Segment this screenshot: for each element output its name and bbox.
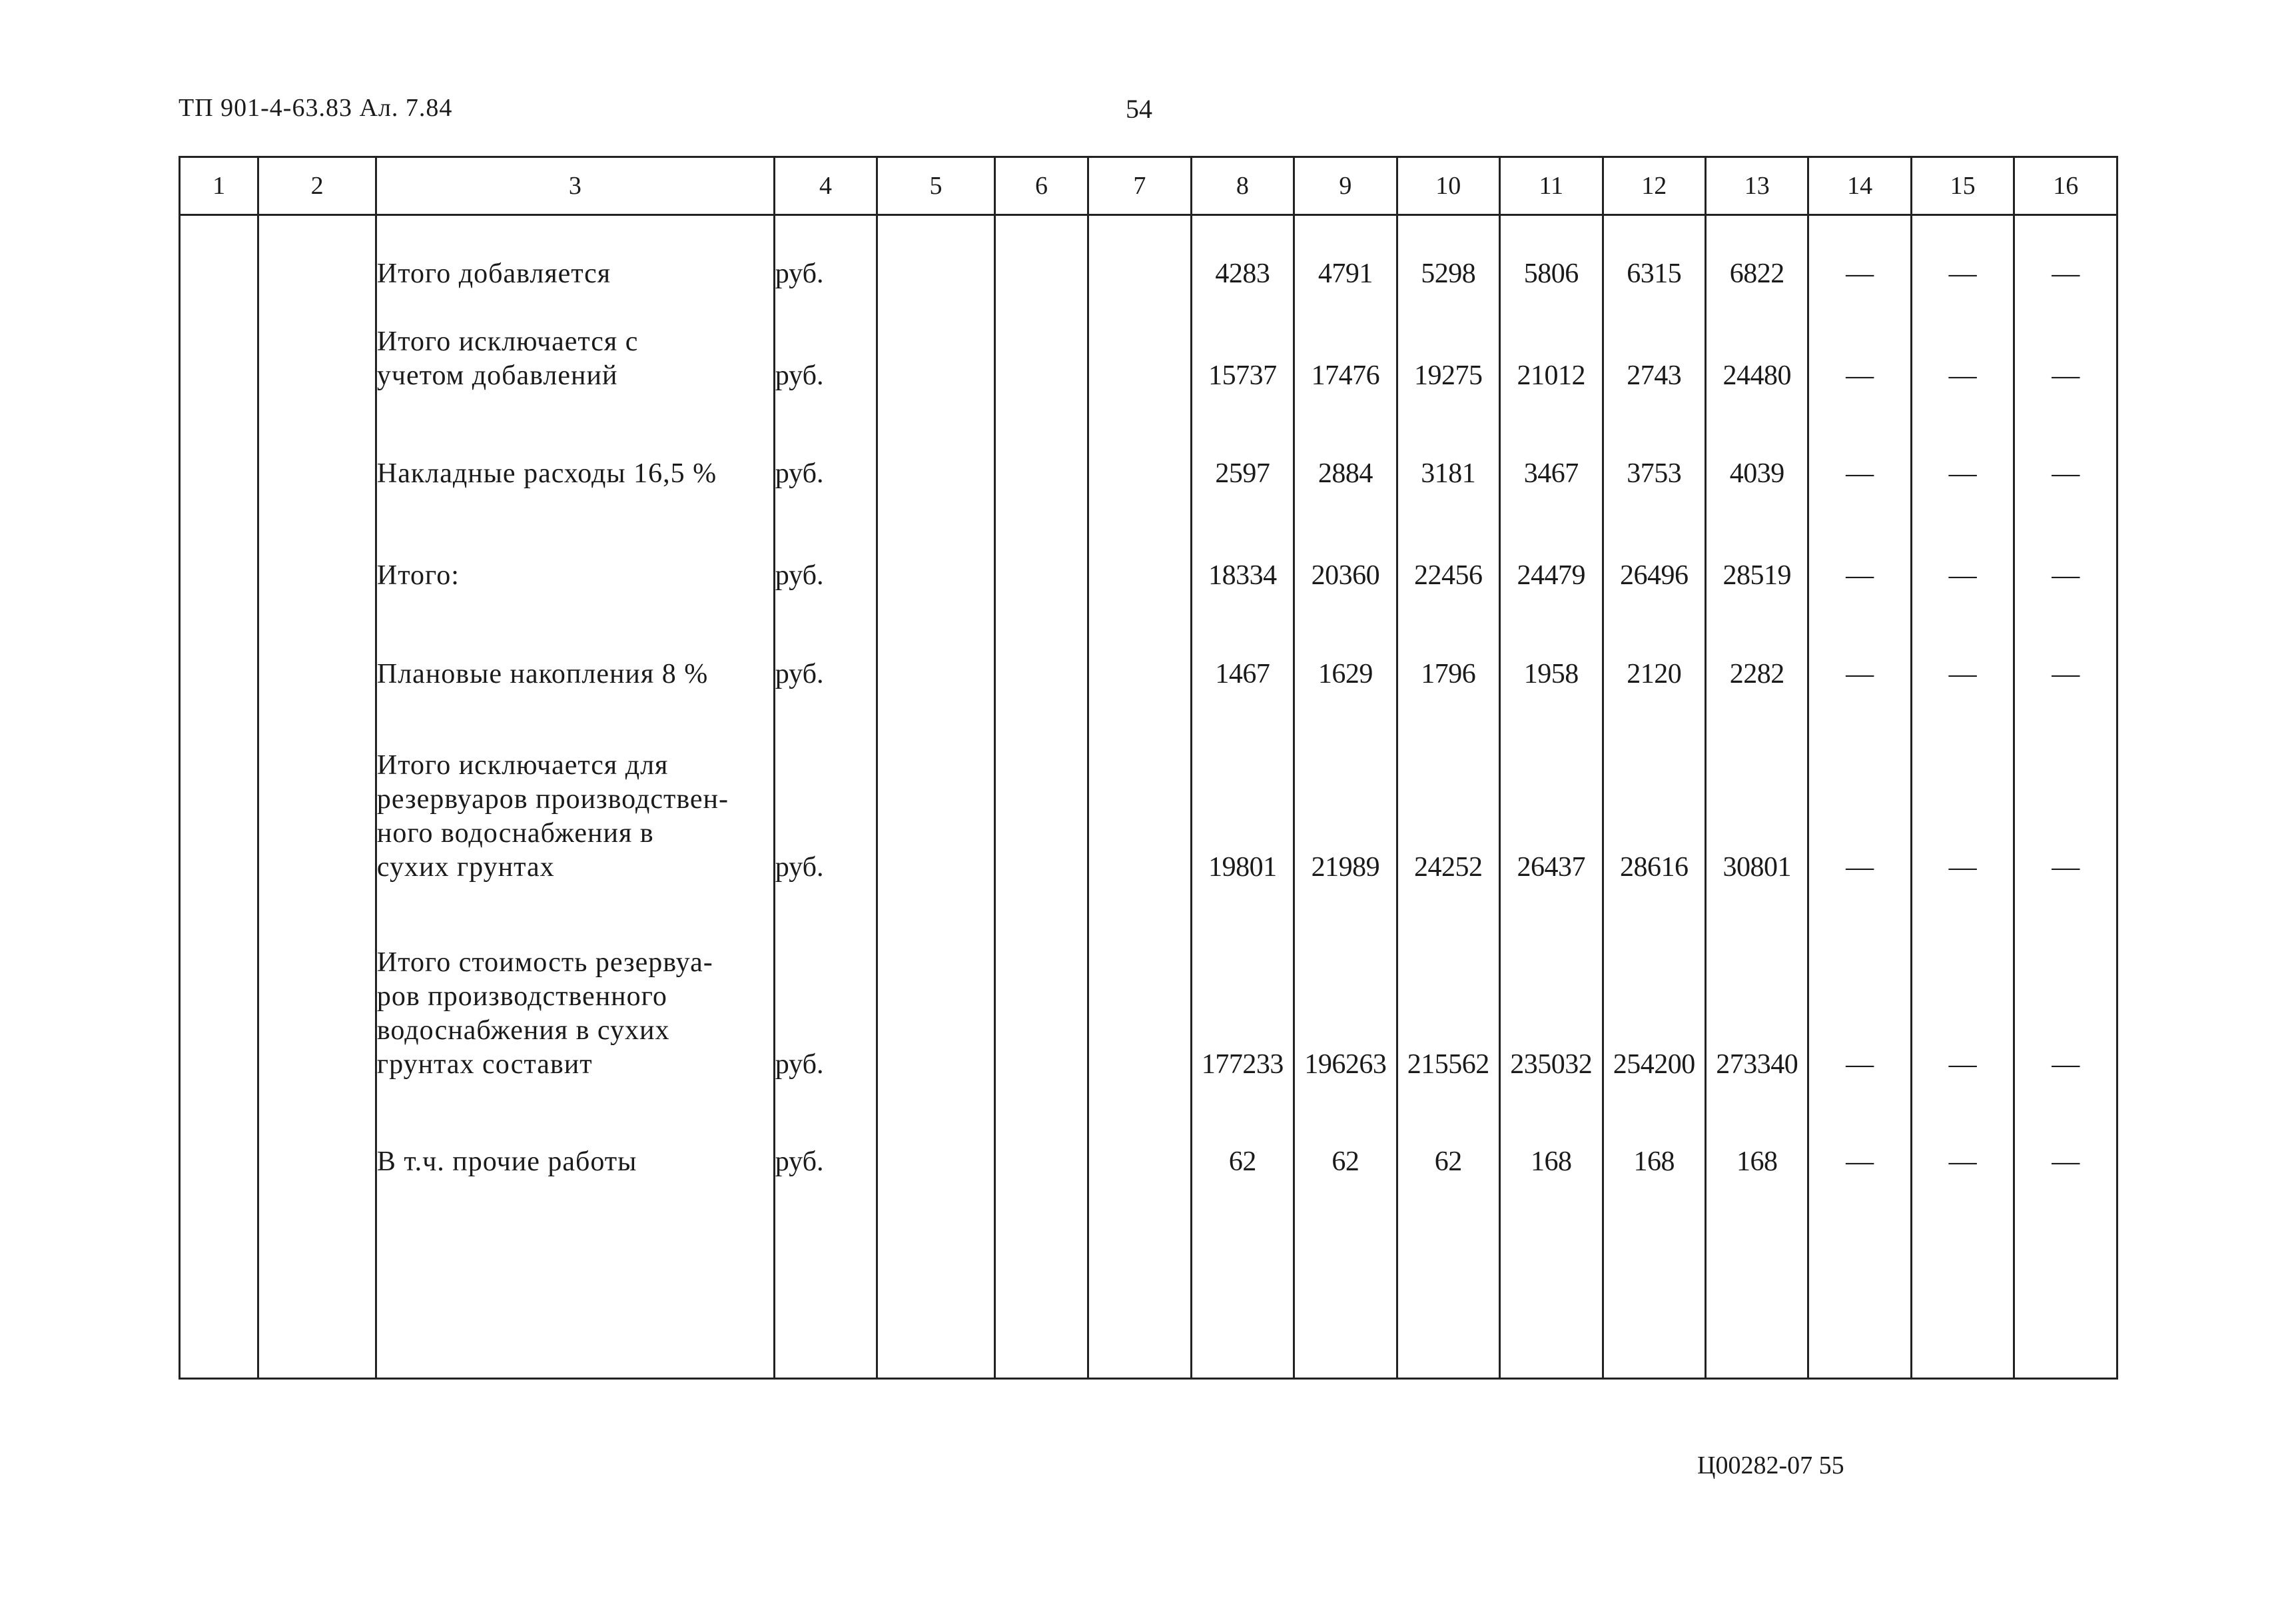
description-line: В т.ч. прочие работы [376,1146,637,1177]
dash-cell: — [1911,291,2014,393]
empty-cell [1088,1179,1191,1379]
dash-cell: — [2014,491,2117,593]
value-cell: 273340 [1705,885,1808,1082]
empty-cell [774,1179,877,1379]
description-line: учетом добавлений [376,360,618,391]
value-cell: 4039 [1705,393,1808,491]
value-cell: 5298 [1397,215,1499,291]
column-header-10: 10 [1397,157,1499,215]
value-cell: 20360 [1294,491,1397,593]
row-description [376,593,774,691]
column-header-11: 11 [1500,157,1603,215]
value-cell: 4791 [1294,215,1397,291]
value-cell: 62 [1397,1082,1499,1179]
empty-cell [994,291,1088,393]
dash-cell: — [1808,215,1911,291]
value-cell: 1629 [1294,593,1397,691]
empty-cell [258,691,376,885]
value-cell: 24479 [1500,491,1603,593]
value-cell: 21989 [1294,691,1397,885]
empty-filler-row [180,1179,2117,1379]
column-header-6: 6 [994,157,1088,215]
dash-cell: — [2014,691,2117,885]
column-header-13: 13 [1705,157,1808,215]
row-description [376,393,774,491]
empty-cell [180,593,258,691]
value-cell: 254200 [1603,885,1705,1082]
empty-cell [994,393,1088,491]
empty-cell [877,491,995,593]
value-cell: 21012 [1500,291,1603,393]
column-header-5: 5 [877,157,995,215]
page-number: 54 [1126,94,1152,124]
dash-cell: — [2014,593,2117,691]
value-cell: 1467 [1191,593,1294,691]
row-unit: руб. [774,593,877,691]
row-description [376,491,774,593]
row-unit: руб. [774,885,877,1082]
value-cell: 215562 [1397,885,1499,1082]
dash-cell: — [2014,291,2117,393]
empty-cell [258,885,376,1082]
value-cell: 17476 [1294,291,1397,393]
table-row [180,691,2117,885]
row-description [376,291,774,393]
dash-cell: — [1808,393,1911,491]
empty-cell [258,393,376,491]
description-line: Итого исключается с [376,326,639,357]
table-row [180,593,2117,691]
column-header-16: 16 [2014,157,2117,215]
value-cell: 235032 [1500,885,1603,1082]
empty-cell [1088,885,1191,1082]
empty-cell [258,1179,376,1379]
dash-cell: — [1911,593,2014,691]
row-unit: руб. [774,491,877,593]
column-header-row [180,157,2117,215]
value-cell: 2597 [1191,393,1294,491]
row-unit: руб. [774,291,877,393]
empty-cell [877,691,995,885]
description-line: Итого добавляется [376,258,611,289]
row-unit: руб. [774,393,877,491]
description-line: Итого стоимость резервуа- [376,947,713,978]
value-cell: 1958 [1500,593,1603,691]
value-cell: 22456 [1397,491,1499,593]
empty-cell [1911,1179,2014,1379]
value-cell: 2282 [1705,593,1808,691]
empty-cell [994,491,1088,593]
table-row [180,393,2117,491]
empty-cell [258,215,376,291]
empty-cell [994,691,1088,885]
empty-cell [1397,1179,1499,1379]
description-line: ров производственного [376,981,667,1012]
dash-cell: — [2014,885,2117,1082]
column-header-12: 12 [1603,157,1705,215]
empty-cell [180,491,258,593]
footer-code: Ц00282-07 55 [1697,1451,1844,1479]
empty-cell [994,885,1088,1082]
empty-cell [376,1179,774,1379]
description-line: сухих грунтах [376,851,555,883]
description-line: водоснабжения в сухих [376,1014,670,1046]
dash-cell: — [1808,1082,1911,1179]
value-cell: 2884 [1294,393,1397,491]
row-unit: руб. [774,215,877,291]
row-unit: руб. [774,1082,877,1179]
empty-cell [180,1082,258,1179]
empty-cell [994,1179,1088,1379]
empty-cell [1191,1179,1294,1379]
table-row [180,291,2117,393]
empty-cell [1088,691,1191,885]
value-cell: 3467 [1500,393,1603,491]
column-header-3: 3 [376,157,774,215]
value-cell: 6822 [1705,215,1808,291]
empty-cell [1808,1179,1911,1379]
dash-cell: — [1808,593,1911,691]
dash-cell: — [1911,491,2014,593]
value-cell: 19275 [1397,291,1499,393]
dash-cell: — [1911,215,2014,291]
value-cell: 18334 [1191,491,1294,593]
value-cell: 4283 [1191,215,1294,291]
empty-cell [1088,393,1191,491]
empty-cell [180,215,258,291]
value-cell: 19801 [1191,691,1294,885]
value-cell: 196263 [1294,885,1397,1082]
table-row [180,1082,2117,1179]
empty-cell [180,393,258,491]
value-cell: 168 [1603,1082,1705,1179]
description-line: Итого исключается для [376,749,669,781]
column-header-9: 9 [1294,157,1397,215]
value-cell: 24480 [1705,291,1808,393]
empty-cell [994,215,1088,291]
dash-cell: — [1911,1082,2014,1179]
row-description [376,1082,774,1179]
empty-cell [1294,1179,1397,1379]
empty-cell [180,291,258,393]
value-cell: 168 [1500,1082,1603,1179]
value-cell: 3181 [1397,393,1499,491]
empty-cell [258,291,376,393]
dash-cell: — [1808,491,1911,593]
value-cell: 15737 [1191,291,1294,393]
empty-cell [1088,593,1191,691]
empty-cell [258,491,376,593]
table-row [180,215,2117,291]
empty-cell [180,885,258,1082]
empty-cell [1603,1179,1705,1379]
empty-cell [1500,1179,1603,1379]
empty-cell [877,393,995,491]
column-header-8: 8 [1191,157,1294,215]
value-cell: 62 [1294,1082,1397,1179]
description-line: ного водоснабжения в [376,817,654,849]
dash-cell: — [1808,691,1911,885]
column-header-1: 1 [180,157,258,215]
empty-cell [994,593,1088,691]
dash-cell: — [1911,885,2014,1082]
empty-cell [994,1082,1088,1179]
table-row [180,885,2117,1082]
empty-cell [1088,491,1191,593]
dash-cell: — [2014,215,2117,291]
empty-cell [2014,1179,2117,1379]
description-line: грунтах составит [376,1048,593,1080]
dash-cell: — [1808,885,1911,1082]
value-cell: 177233 [1191,885,1294,1082]
description-line: Плановые накопления 8 % [376,658,709,689]
table-row [180,491,2117,593]
empty-cell [180,1179,258,1379]
value-cell: 168 [1705,1082,1808,1179]
description-line: резервуаров производствен- [376,783,729,815]
value-cell: 2743 [1603,291,1705,393]
empty-cell [877,1082,995,1179]
document-code: ТП 901-4-63.83 Ал. 7.84 [179,94,453,122]
empty-cell [258,1082,376,1179]
empty-cell [180,691,258,885]
value-cell: 28519 [1705,491,1808,593]
empty-cell [877,291,995,393]
column-header-7: 7 [1088,157,1191,215]
empty-cell [258,593,376,691]
row-unit: руб. [774,691,877,885]
value-cell: 26437 [1500,691,1603,885]
column-header-15: 15 [1911,157,2014,215]
row-description [376,691,774,885]
dash-cell: — [2014,1082,2117,1179]
value-cell: 6315 [1603,215,1705,291]
value-cell: 2120 [1603,593,1705,691]
column-header-2: 2 [258,157,376,215]
value-cell: 28616 [1603,691,1705,885]
description-line: Итого: [376,560,460,591]
column-header-14: 14 [1808,157,1911,215]
value-cell: 62 [1191,1082,1294,1179]
value-cell: 30801 [1705,691,1808,885]
row-description [376,215,774,291]
row-description [376,885,774,1082]
empty-cell [1088,1082,1191,1179]
estimate-table [179,156,2118,1380]
value-cell: 3753 [1603,393,1705,491]
value-cell: 26496 [1603,491,1705,593]
dash-cell: — [1808,291,1911,393]
empty-cell [877,215,995,291]
empty-cell [877,885,995,1082]
dash-cell: — [1911,691,2014,885]
column-header-4: 4 [774,157,877,215]
dash-cell: — [1911,393,2014,491]
dash-cell: — [2014,393,2117,491]
empty-cell [1088,291,1191,393]
description-line: Накладные расходы 16,5 % [376,458,717,489]
empty-cell [1088,215,1191,291]
value-cell: 5806 [1500,215,1603,291]
empty-cell [1705,1179,1808,1379]
value-cell: 1796 [1397,593,1499,691]
empty-cell [877,1179,995,1379]
empty-cell [877,593,995,691]
value-cell: 24252 [1397,691,1499,885]
